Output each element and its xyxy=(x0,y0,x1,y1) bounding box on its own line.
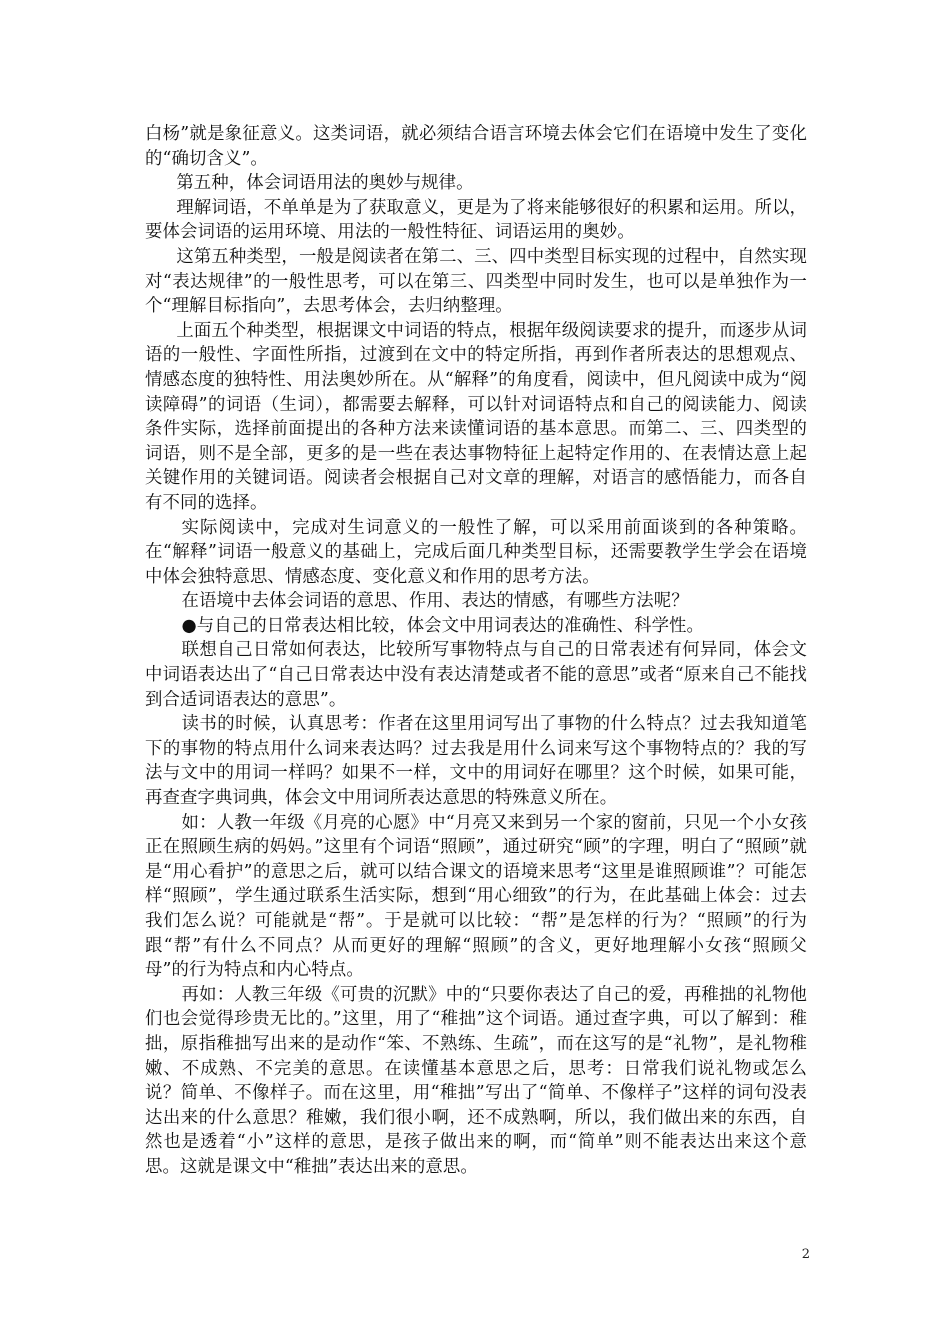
paragraph-continuation: 白杨”就是象征意义。这类词语，就必须结合语言环境去体会它们在语境中发生了变化的“确切含义”。 xyxy=(145,124,807,169)
paragraph-five-types-summary: 上面五个种类型，根据课文中词语的特点，根据年级阅读要求的提升，而逐步从词语的一般性、字面性所指，过渡到在文中的特定所指，再到作者所表达的思想观点、情感态度的独特性、用法奥妙所在。从“解释”的角度看，阅读中，但凡阅读中成为“阅读障碍”的词语（生词），都需要去解释，可以针对词语特点和自己的阅读能力、阅读条件实际，选择前面提出的各种方法来读懂词语的基本意思。而第二、三、四类型的词语，则不是全部，更多的是一些在表达事物特征上起特定作用的、在表情达意上起关键作用的关键词语。阅读者会根据自己对文章的理解，对语言的感悟能力，而各自有不同的选择。 xyxy=(145,320,807,513)
paragraph-actual-reading: 实际阅读中，完成对生词意义的一般性了解，可以采用前面谈到的各种策略。在“解释”词语一般意义的基础上，完成后面几种类型目标，还需要教学生学会在语境中体会独特意思、情感态度、变化意义和作用的思考方法。 xyxy=(145,517,807,587)
paragraph-daily-expression: 联想自己日常如何表达，比较所写事物特点与自己的日常表述有何异同，体会文中词语表达出了“自己日常表达中没有表达清楚或者不能的意思”或者“原来自己不能找到合适词语表达的意思”。 xyxy=(145,640,807,710)
paragraph-reading-thinking: 读书的时候，认真思考：作者在这里用词写出了事物的什么特点？过去我知道笔下的事物的特点用什么词来表达吗？过去我是用什么词来写这个事物特点的？我的写法与文中的用词一样吗？如果不一样，文中的用词好在哪里？这个时候，如果可能，再查查字典词典，体会文中用词所表达意思的特殊意义所在。 xyxy=(145,714,807,809)
paragraph-type-five-explanation: 这第五种类型，一般是阅读者在第二、三、四中类型目标实现的过程中，自然实现对“表达规律”的一般性思考，可以在第三、四类型中同时发生，也可以是单独作为一个“理解目标指向”，去思考体会，去归纳整理。 xyxy=(145,246,807,317)
paragraph-methods-question: 在语境中去体会词语的意思、作用、表达的情感，有哪些方法呢？ xyxy=(181,591,689,612)
paragraph-example-moon-wish: 如：人教一年级《月亮的心愿》中“月亮又来到另一个家的窗前，只见一个小女孩正在照顾生病的妈妈。”这里有个词语“照顾”，通过研究“顾”的字理，明白了“照顾”就是“用心看护”的意思之后，就可以结合课文的语境来思考“这里是谁照顾谁”？可能怎样“照顾”，学生通过联系生活实际，想到“用心细致”的行为，在此基础上体会：过去我们怎么说？可能就是“帮”。于是就可以比较：“帮”是怎样的行为？“照顾”的行为跟“帮”有什么不同点？从而更好的理解“照顾”的含义，更好地理解小女孩“照顾父母”的行为特点和内心特点。 xyxy=(145,812,807,981)
paragraph-example-precious-silence: 再如：人教三年级《可贵的沉默》中的“只要你表达了自己的爱，再稚拙的礼物他们也会觉得珍贵无比的。”这里，用了“稚拙”这个词语。通过查字典，可以了解到：稚拙，原指稚拙写出来的是动作“笨、不熟练、生疏”，而在这写的是“礼物”，是礼物稚嫩、不成熟、不完美的意思。在读懂基本意思之后，思考：日常我们说礼物或怎么说？简单、不像样子。而在这里，用“稚拙”写出了“简单、不像样子”这样的词句没表达出来的什么意思？稚嫩，我们很小啊，还不成熟啊，所以，我们做出来的东西，自然也是透着“小”这样的意思，是孩子做出来的啊，而“简单”则不能表达出来这个意思。这就是课文中“稚拙”表达出来的意思。 xyxy=(145,984,807,1177)
paragraph-heading-type-five: 第五种，体会词语用法的奥妙与规律。 xyxy=(176,173,474,194)
paragraph-understanding-words: 理解词语，不单单是为了获取意义，更是为了将来能够很好的积累和运用。所以，要体会词语的运用环境、用法的一般性特征、词语运用的奥妙。 xyxy=(145,197,807,243)
paragraph-bullet-compare: ●与自己的日常表达相比较，体会文中用词表达的准确性、科学性。 xyxy=(181,615,705,636)
document-body xyxy=(145,122,807,1180)
page-number: 2 xyxy=(801,1247,810,1262)
